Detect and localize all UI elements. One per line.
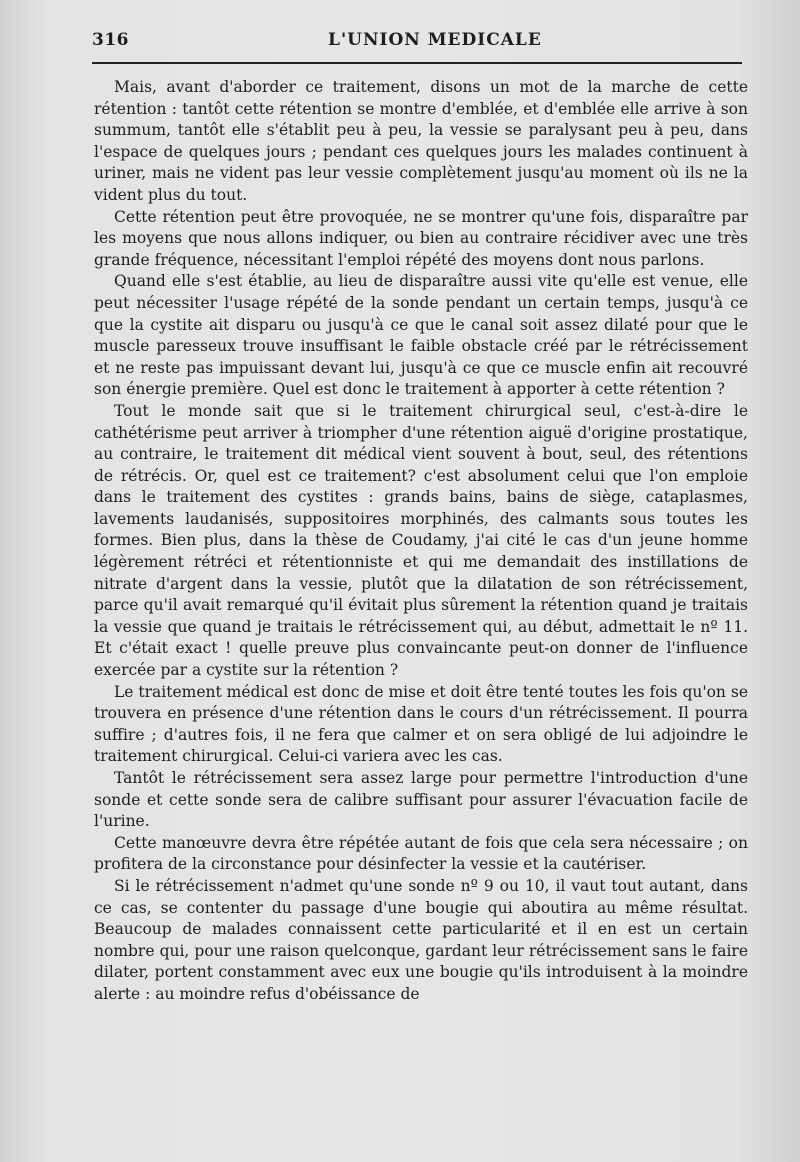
paragraph: Cette rétention peut être provoquée, ne se montrer qu'une fois, disparaître par les moyens que nous allons indiquer, ou bien au contraire récidiver avec une très grande fréquence, nécessitant l'emploi répété des moyens dont nous parlons. xyxy=(94,207,748,269)
paragraph: Le traitement médical est donc de mise et doit être tenté toutes les fois qu'on se trouvera en présence d'une rétention dans le cours d'un rétrécissement. Il pourra suffire ; d'autres fois, il ne fera que calmer et on sera obligé de lui adjoindre le traitement chirurgical. Celui-ci variera avec les cas. xyxy=(94,682,748,766)
paragraph: Si le rétrécissement n'admet qu'une sonde nº 9 ou 10, il vaut tout autant, dans ce cas, se contenter du passage d'une bougie qui aboutira au même résultat. Beaucoup de malades connaissent cette particularité et il en est un certain nombre qui, pour une raison quelconque, gardant leur rétrécissement sans le faire dilater, portent constamment avec eux une bougie qu'ils introduisent à la moindre alerte : au moindre refus d'obéissance de xyxy=(94,876,748,1003)
paragraph: Tantôt le rétrécissement sera assez large pour permettre l'introduction d'une sonde et cette sonde sera de calibre suffisant pour assurer l'évacuation facile de l'urine. xyxy=(94,769,748,831)
page-header xyxy=(92,30,748,56)
header-rule xyxy=(92,62,742,64)
paragraph: Tout le monde sait que si le traitement chirurgical seul, c'est-à-dire le cathétérisme peut arriver à triompher d'une rétention aiguë d'origine prostatique, au contraire, le traitement dit médical vient souvent à bout, seul, des rétentions de rétrécis. Or, quel est ce traitement? c'est absolument celui que l'on emploie dans le traitement des cystites : grands bains, bains de siège, cataplasmes, lavements laudanisés, suppositoires morphinés, des calmants sous toutes les formes. Bien plus, dans la thèse de Coudamy, j'ai cité le cas d'un jeune homme légèrement rétréci et rétentionniste et qui me demandait des instillations de nitrate d'argent dans la vessie, plutôt que la dilatation de son rétrécissement, parce qu'il avait remarqué qu'il évitait plus sûrement la rétention quand je traitais la vessie que quand je traitais le rétrécissement qui, au début, admettait le nº 11. Et c'était exact ! quelle preuve plus convaincante peut-on donner de l'influence exercée par a cystite sur la rétention ? xyxy=(94,401,748,680)
running-title: L'UNION MEDICALE xyxy=(328,30,542,50)
paragraph: Quand elle s'est établie, au lieu de disparaître aussi vite qu'elle est venue, elle peut nécessiter l'usage répété de la sonde pendant un certain temps, jusqu'à ce que la cystite ait disparu ou jusqu'à ce que le canal soit assez dilaté pour que le muscle paresseux trouve insuffisant le faible obstacle créé par le rétrécissement et ne reste pas impuissant devant lui, jusqu'à ce que ce muscle enfin ait recouvré son énergie première. Quel est donc le traitement à apporter à cette rétention ? xyxy=(94,272,748,399)
body-text xyxy=(94,77,748,1006)
paragraph: Mais, avant d'aborder ce traitement, disons un mot de la marche de cette rétention : tantôt cette rétention se montre d'emblée, et d'emblée elle arrive à son summum, tantôt elle s'établit peu à peu, la vessie se paralysant peu à peu, dans l'espace de quelques jours ; pendant ces quelques jours les malades continuent à uriner, mais ne vident pas leur vessie complètement jusqu'au moment où ils ne la vident plus du tout. xyxy=(94,78,748,204)
page-number: 316 xyxy=(92,30,129,50)
paragraph: Cette manœuvre devra être répétée autant de fois que cela sera nécessaire ; on profitera de la circonstance pour désinfecter la vessie et la cautériser. xyxy=(94,833,748,874)
